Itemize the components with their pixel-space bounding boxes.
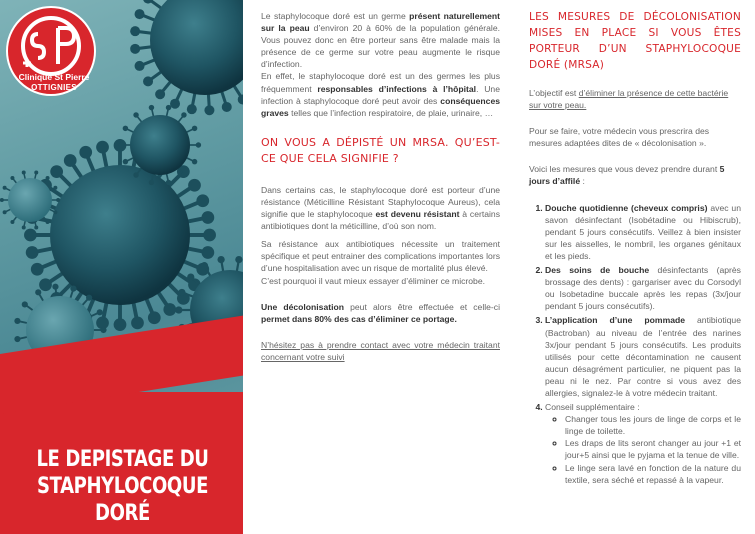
mrsa-paragraph: Dans certains cas, le staphylocoque doré est porteur d’une résistance (Méticilline Résistant Staphylocoque Aureus), cela signifie que le staphylocoque est devenu résistant à certains antibiotiques dont la méticilline, d’où son nom. — [261, 184, 500, 232]
panel-divider — [243, 0, 247, 534]
mrsa-heading: ON VOUS A DÉPISTÉ UN MRSA. QU’EST-CE QUE CELA SIGNIFIE ? — [261, 135, 500, 166]
bullet-item: ◦ Le linge sera lavé en fonction de la nature du textile, sera séché et repassé à la vapeur. — [565, 462, 741, 486]
measures-heading: LES MESURES DE DÉCOLONISATION MISES EN PLACE SI VOUS ÊTES PORTEUR D’UN STAPHYLOCOQUE DORÉ (MRSA) — [529, 11, 741, 71]
cover-title-line1: LE DEPISTAGE DU — [36, 447, 209, 472]
cover-title — [22, 446, 223, 527]
cover-panel — [0, 0, 245, 534]
bullet-item: ◦ Changer tous les jours de linge de corps et le linge de toilette. — [565, 413, 741, 437]
objective-paragraph: L’objectif est d’éliminer la présence de cette bactérie sur votre peau. — [529, 88, 729, 111]
risk-paragraph: En effet, le staphylocoque doré est un des germes les plus fréquemment responsables d’infections à l’hôpital. Une infection à staphylocoque doré peut avoir des conséquences graves telles que l’infection respiratoire, de plaie, urinaire, … — [261, 71, 500, 118]
duration-paragraph: Voici les mesures que vous devez prendre durant 5 jours d’affilé : — [529, 164, 725, 187]
clinic-name: Clinique St Pierre — [18, 72, 90, 82]
list-item: 1. Douche quotidienne (cheveux compris) avec un savon désinfectant (Isobétadine ou Hibiscrub), pendant 5 jours consécutifs. Veillez à bien insister sur les aisselles, le nombril, les organes génitaux et les pieds. — [545, 202, 741, 262]
clinic-city: OTTIGNIES — [31, 83, 77, 92]
list-item: 3. L’application d’une pommade antibiotique (Bactroban) au niveau de l’entrée des narines 3x/jour pendant 5 jours consécutifs. Les produits utilisés pour cette décontamination ne causent aucun désagrément particulier, ne piquent pas la peau ni le nez. Par contre si vous avez des allergies, signalez-le à votre médecin traitant. — [545, 314, 741, 399]
intro-paragraph: Le staphylocoque doré est un germe présent naturellement sur la peau d’environ 20 à 60% de la population générale. Vous pouvez donc en être porteur sans être malade mais la présence de ce germe sur votre peau augmente le risque d’infection. — [261, 11, 501, 70]
list-item: 2. Des soins de bouche désinfectants (après brossage des dents) : gargariser avec du Corsodyl ou Isobetadine buccale après les repas (3x/jour pendant 5 jours consécutifs). — [545, 264, 741, 312]
contact-doctor-note: N’hésitez pas à prendre contact avec votre médecin traitant concernant votre suivi — [261, 339, 500, 362]
decolonisation-paragraph: Une décolonisation peut alors être effectuée et celle-ci permet dans 80% des cas d’éliminer ce portage. — [261, 301, 500, 324]
middle-column — [261, 0, 500, 363]
measures-list — [529, 202, 741, 486]
resistance-paragraph: Sa résistance aux antibiotiques nécessite un traitement spécifique et peut entrainer des complications importantes lors d’une hospitalisation avec un risque de mortalité plus élevé. — [261, 239, 500, 274]
advice-bullets — [545, 413, 741, 486]
eliminate-paragraph: C’est pourquoi il vaut mieux essayer d’éliminer ce microbe. — [261, 275, 486, 286]
list-item: 4. Conseil supplémentaire : ◦ Changer tous les jours de linge de corps et le linge de toilette. ◦ Les draps de lits seront changer au jour +1 et jour+5 ainsi que le pyjama et la tenue de ville. ◦ Le linge sera lavé en fonction de la nature du textile, sera séché et repassé à la vapeur. — [545, 401, 741, 486]
cover-title-line2: STAPHYLOCOQUE DORÉ — [37, 474, 208, 526]
prescription-paragraph: Pour se faire, votre médecin vous prescrira des mesures adaptées dites de « décolonisation ». — [529, 126, 710, 149]
right-column — [529, 0, 741, 488]
bullet-item: ◦ Les draps de lits seront changer au jour +1 et jour+5 ainsi que le pyjama et la tenue de ville. — [565, 437, 741, 461]
